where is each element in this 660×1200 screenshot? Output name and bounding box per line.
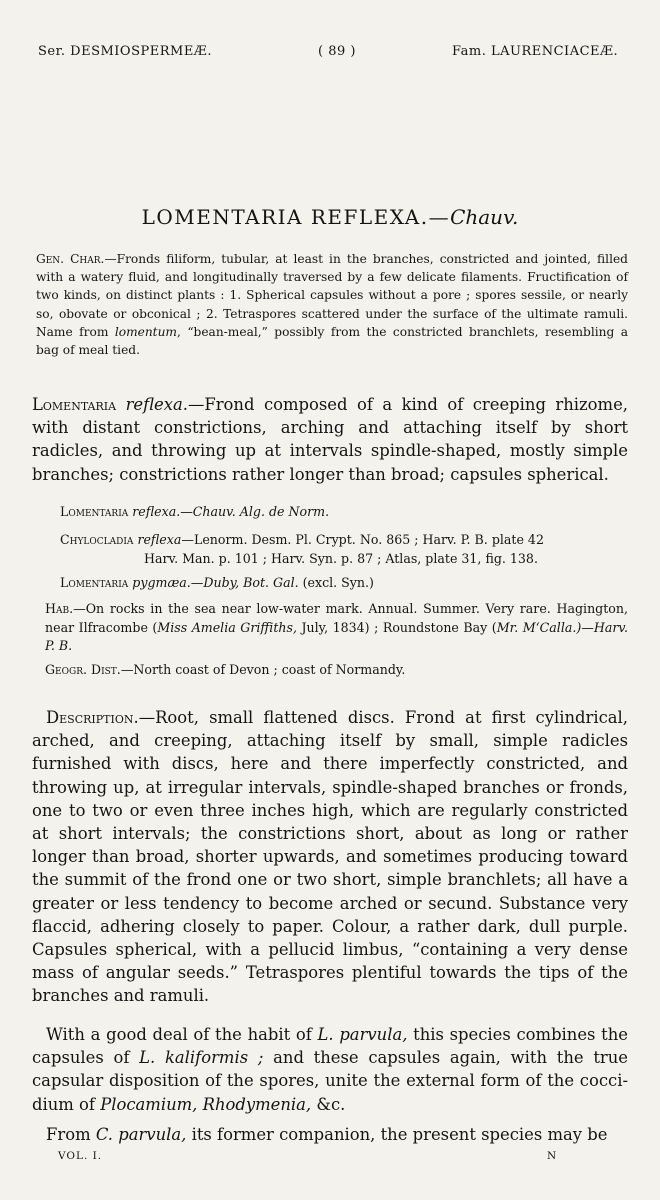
habitat-text: —On rocks in the sea near low-water mark. Annual. Summer. Very rare. Hagington, near Ilfracombe ( [45, 601, 628, 635]
remarks-paragraph [32, 1023, 628, 1116]
species-authority: Chauv. [450, 205, 519, 229]
habitat-collector-2: Mr. M‘Calla.)—Harv. P. B. [45, 619, 629, 653]
remarks-text: this species combines the capsules of [32, 1025, 629, 1068]
distribution-label: Geogr. Dist. [45, 662, 121, 677]
remarks-taxon: Plocamium, Rhodymenia, [100, 1094, 312, 1114]
specific-character [32, 393, 628, 486]
synonym-species: reflexa [132, 504, 177, 519]
description-paragraph [32, 706, 628, 1008]
habitat-label: Hab. [45, 601, 74, 616]
species-title [0, 205, 660, 229]
description-text: —Root, small flattened discs. Frond at first cylindrical, arched, and creeping, attaching itself by small, simple radicles furnished with discs, here and there imperfectly constricted, and throwing up, at irregular intervals, spindle-shaped branches or fronds, one to two or even three inches high, which are regularly constricted at short intervals; the constrictions short, about as long or rather longer than broad, shorter upwards, and sometimes producing toward the summit of the frond one or two short, simple branchlets; all have a greater or less tendency to become arched or secund. Substance very flaccid, adhering closely to paper. Colour, a rather dark, dull purple. Capsules spherical, with a pellucid limbus, “containing a very dense mass of angular seeds.” Tetraspores plentiful towards the tips of the branches and ramuli. [32, 708, 628, 1006]
remarks-text: and these capsules again, with the true capsular disposition of the spores, unite the external form of the coccidium of [32, 1048, 628, 1114]
gen-char-label: Gen. Char. [36, 252, 105, 266]
gathering-signature: N [547, 1150, 558, 1162]
synonym-reference: .—Chauv. Alg. de Norm. [176, 504, 330, 519]
page-number: ( 89 ) [318, 44, 356, 59]
synonym-entry [60, 530, 628, 568]
synonym-genus: Lomentaria [60, 504, 129, 519]
species-char-text: .—Frond composed of a kind of creeping rhizome, with distant constrictions, arching and attaching itself by short radicles, and throwing up at intervals spindle-shaped, mostly simple branches; constrictions rather longer than broad; capsules spherical. [32, 395, 628, 484]
synonym-entry [60, 573, 628, 592]
volume-signature: VOL. I. [58, 1150, 103, 1162]
species-name: LOMENTARIA REFLEXA.— [141, 205, 451, 229]
continuation-paragraph [32, 1123, 628, 1146]
remarks-text: With a good deal of the habit of [46, 1025, 318, 1044]
continuation-text: its former companion, the present species may be [186, 1125, 608, 1144]
synonym-reference: —Lenorm. Desm. Pl. Crypt. No. 865 ; Harv. P. B. plate 42 [181, 532, 544, 547]
synonym-genus: Lomentaria [60, 575, 129, 590]
species-genus: Lomentaria [32, 395, 117, 414]
continuation-taxon: C. parvula, [95, 1125, 187, 1144]
habitat-text-2: July, 1834) ; Roundstone Bay ( [296, 619, 497, 635]
remarks-taxon: L. parvula, [317, 1025, 408, 1044]
description-label: Description. [46, 708, 139, 727]
synonym-species: reflexa [137, 532, 182, 547]
gen-char-text: —Fronds filiform, tubular, at least in the branches, constricted and jointed, filled with a watery fluid, and longitudinally traversed by a few delicate filaments. Fructification of two kinds, on distinct plants : 1. Spherical capsules without a pore ; spores sessile, or nearly so, obovate or obconical ; 2. Tetraspores scattered under the surface of the ultimate ramuli. Name from [36, 252, 628, 339]
distribution-text: —North coast of Devon ; coast of Normandy. [120, 662, 406, 677]
synonym-species: pygmæa [132, 575, 187, 590]
synonym-entry [60, 502, 628, 521]
synonym-note: (excl. Syn.) [298, 575, 374, 590]
remarks-text: &c. [311, 1094, 346, 1114]
synonym-genus: Chylocladia [60, 532, 134, 547]
gen-char-etymology-term: lomentum [114, 324, 177, 339]
continuation-text: From [46, 1125, 96, 1144]
species-epithet: reflexa [125, 395, 183, 414]
remarks-taxon: L. kaliformis ; [139, 1048, 264, 1068]
gen-char-text-end: , “bean-meal,” possibly from the constricted branchlets, resembling a bag of meal tied. [36, 324, 628, 358]
geographic-distribution [45, 662, 405, 677]
running-header-series: Ser. DESMIOSPERMEÆ. [38, 44, 212, 59]
running-header-family: Fam. LAURENCIACEÆ. [452, 44, 619, 59]
synonym-reference-continued: Harv. Man. p. 101 ; Harv. Syn. p. 87 ; Atlas, plate 31, fig. 138. [144, 551, 538, 566]
habitat [45, 600, 628, 656]
synonym-reference: .—Duby, Bot. Gal. [186, 575, 299, 590]
generic-character [36, 250, 628, 359]
habitat-collector: Miss Amelia Griffiths, [157, 619, 297, 635]
